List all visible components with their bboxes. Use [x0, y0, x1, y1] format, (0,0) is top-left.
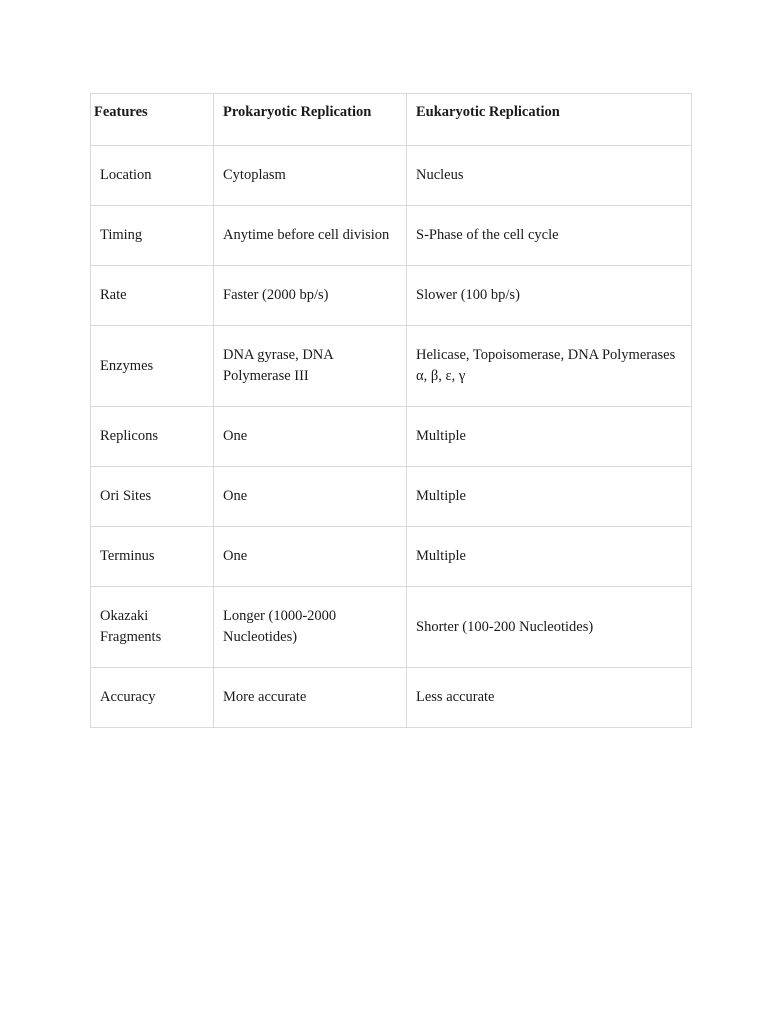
prokaryotic-cell: Cytoplasm [214, 146, 407, 206]
prokaryotic-cell: DNA gyrase, DNA Polymerase III [214, 326, 407, 407]
eukaryotic-cell: Slower (100 bp/s) [407, 266, 692, 326]
table-row [91, 206, 692, 266]
feature-cell: Enzymes [91, 326, 214, 407]
eukaryotic-cell: Multiple [407, 407, 692, 467]
table-row [91, 266, 692, 326]
eukaryotic-cell: Helicase, Topoisomerase, DNA Polymerases α, β, ε, γ [407, 326, 692, 407]
prokaryotic-cell: Anytime before cell division [214, 206, 407, 266]
feature-cell: Accuracy [91, 668, 214, 728]
eukaryotic-cell: Shorter (100-200 Nucleotides) [407, 587, 692, 668]
prokaryotic-cell: One [214, 407, 407, 467]
feature-cell: Replicons [91, 407, 214, 467]
feature-cell: Ori Sites [91, 467, 214, 527]
prokaryotic-cell: One [214, 467, 407, 527]
replication-comparison-table [90, 93, 692, 728]
prokaryotic-cell: Faster (2000 bp/s) [214, 266, 407, 326]
eukaryotic-cell: Less accurate [407, 668, 692, 728]
header-features: Features [91, 94, 214, 146]
prokaryotic-cell: More accurate [214, 668, 407, 728]
eukaryotic-cell: Multiple [407, 467, 692, 527]
feature-cell: Location [91, 146, 214, 206]
eukaryotic-cell: Multiple [407, 527, 692, 587]
header-prokaryotic: Prokaryotic Replication [214, 94, 407, 146]
feature-cell: Okazaki Fragments [91, 587, 214, 668]
table-row [91, 668, 692, 728]
table-body [91, 146, 692, 728]
header-row [91, 94, 692, 146]
prokaryotic-cell: One [214, 527, 407, 587]
table-row [91, 326, 692, 407]
table-row [91, 407, 692, 467]
feature-cell: Timing [91, 206, 214, 266]
feature-cell: Rate [91, 266, 214, 326]
header-eukaryotic: Eukaryotic Replication [407, 94, 692, 146]
prokaryotic-cell: Longer (1000-2000 Nucleotides) [214, 587, 407, 668]
feature-cell: Terminus [91, 527, 214, 587]
table-row [91, 587, 692, 668]
table-row [91, 527, 692, 587]
table-header [91, 94, 692, 146]
table-row [91, 146, 692, 206]
eukaryotic-cell: S-Phase of the cell cycle [407, 206, 692, 266]
table-row [91, 467, 692, 527]
eukaryotic-cell: Nucleus [407, 146, 692, 206]
